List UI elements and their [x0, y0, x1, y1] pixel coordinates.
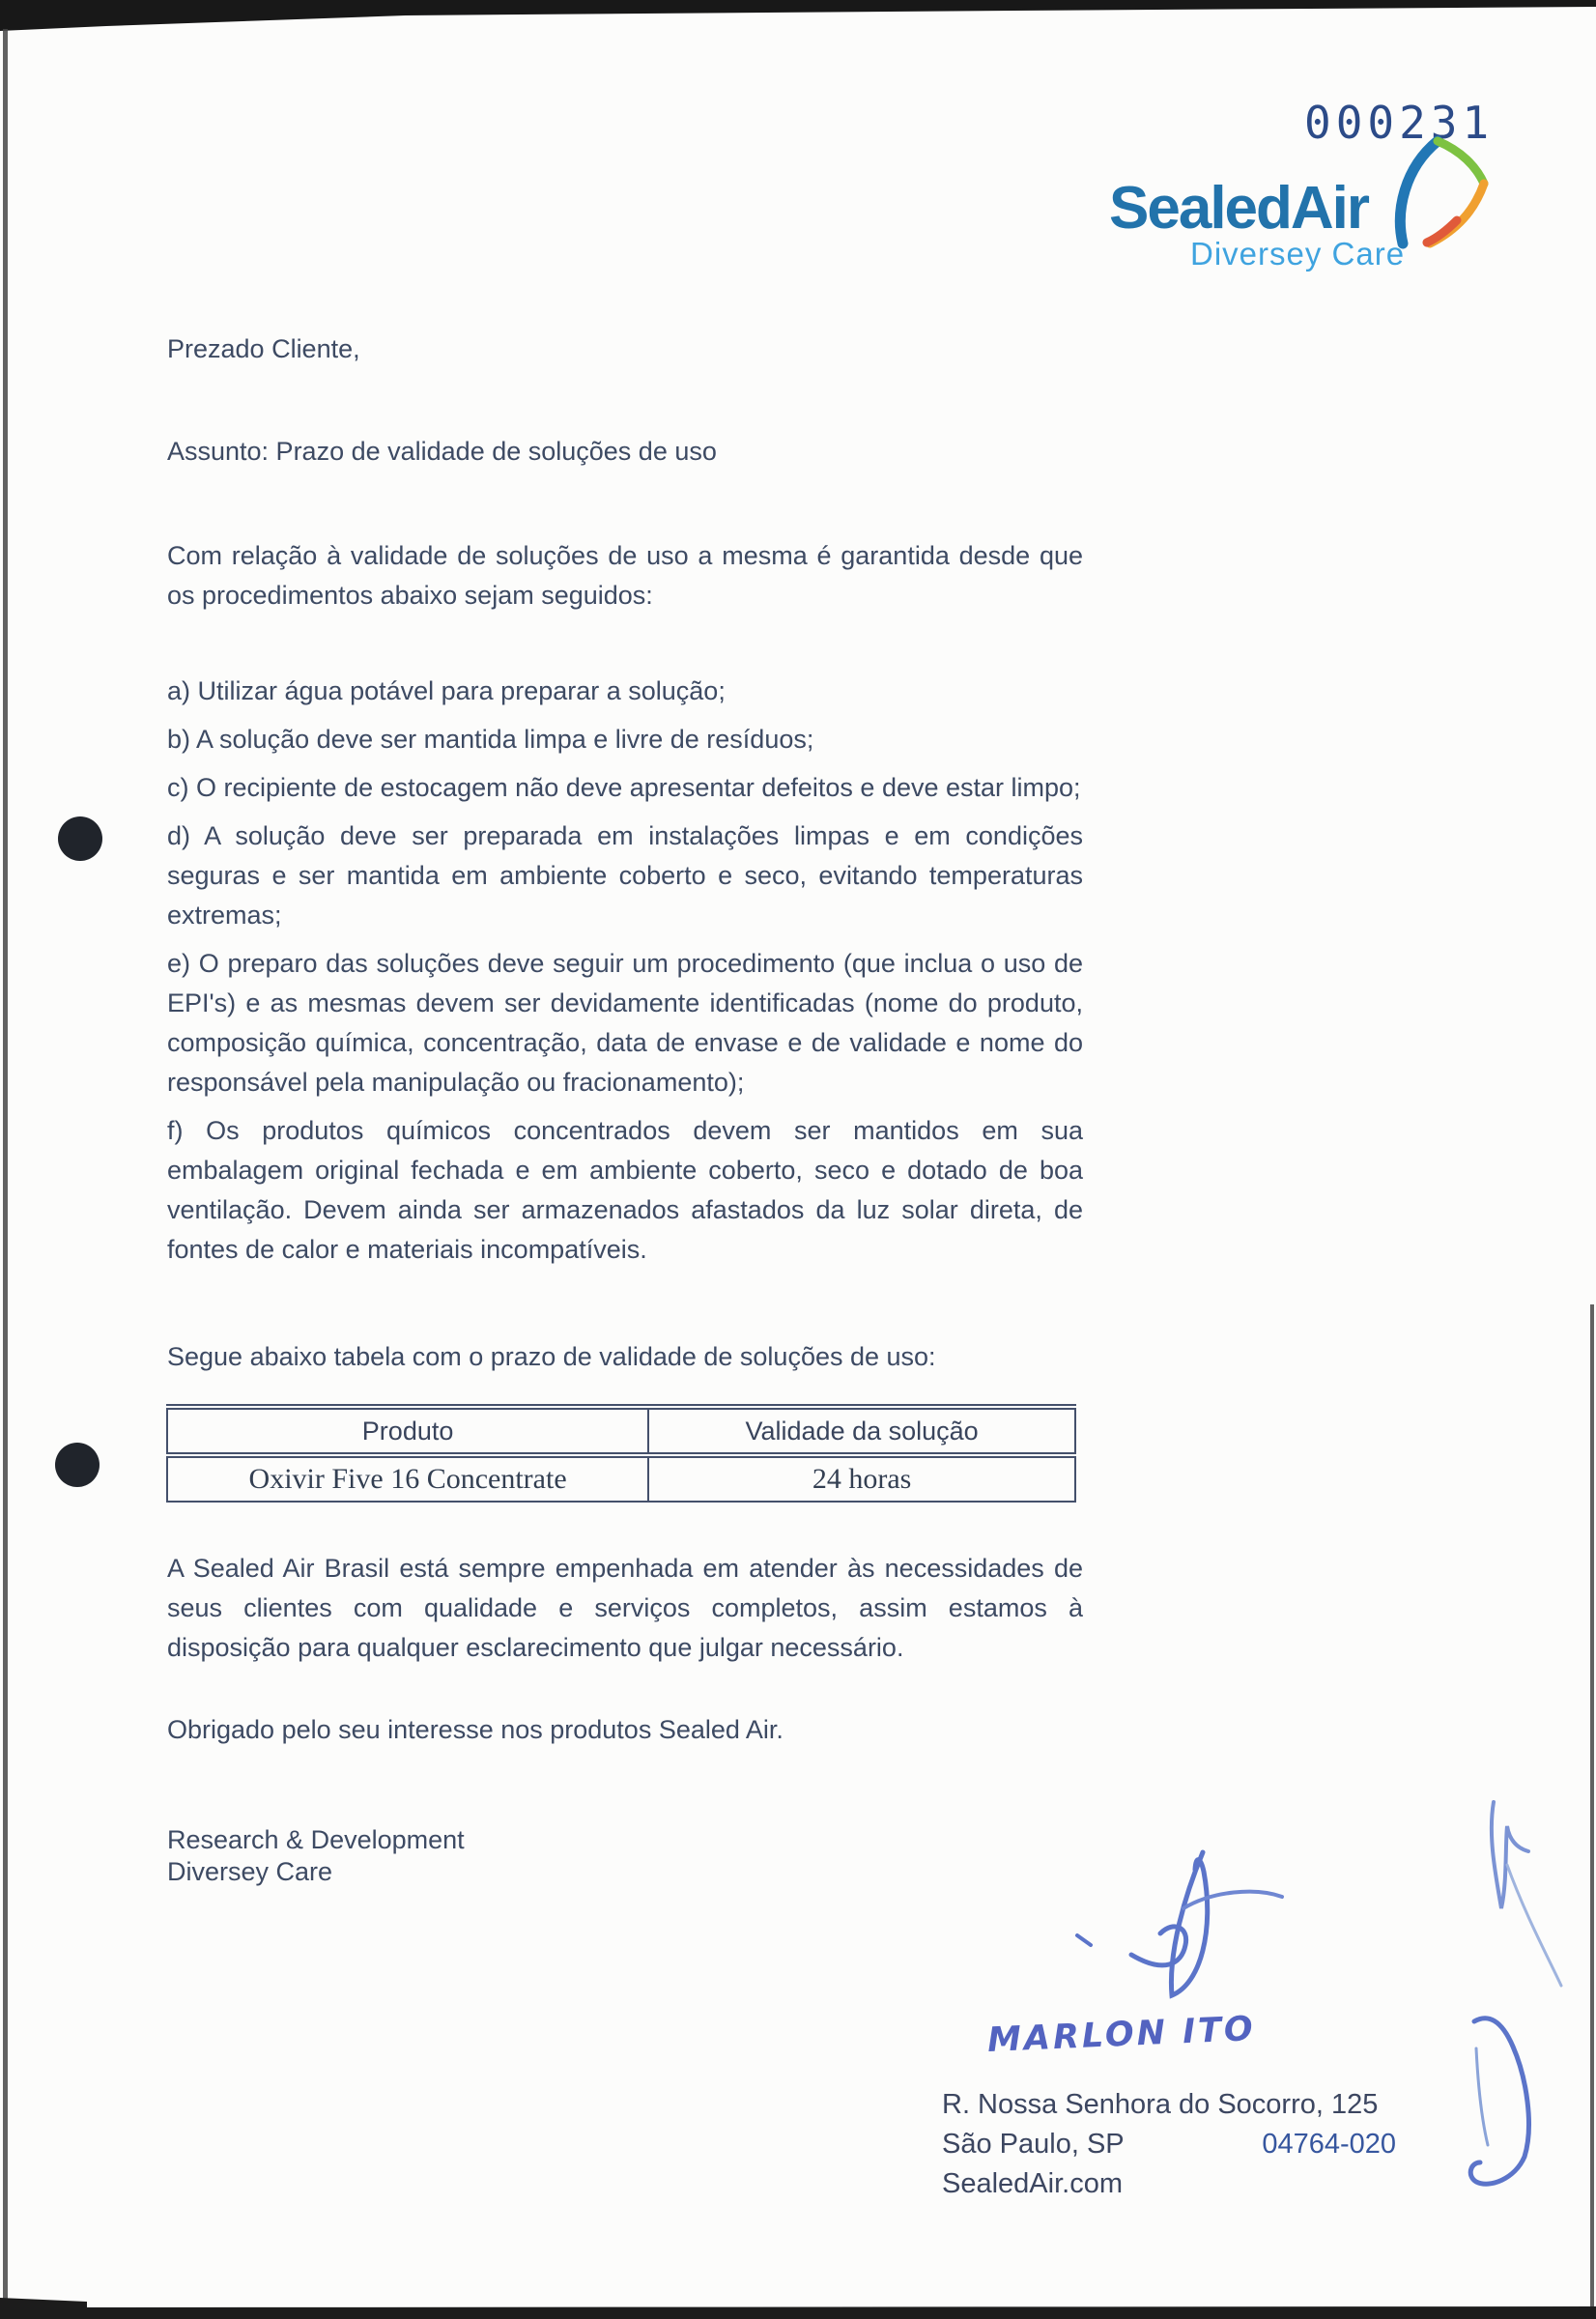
table-cell-validity: 24 horas	[648, 1455, 1075, 1502]
procedure-item-a: a) Utilizar água potável para preparar a solução;	[167, 676, 726, 705]
greeting-text: Prezado Cliente,	[167, 334, 360, 363]
intro-paragraph: Com relação à validade de soluções de uso a mesma é garantida desde que os procedimentos abaixo sejam seguidos:	[167, 541, 1083, 610]
logo-swoosh-icon	[1382, 135, 1496, 249]
procedure-item-f: f) Os produtos químicos concentrados devem ser mantidos em sua embalagem original fechada e em ambiente coberto, seco e dotado de boa ventilação. Devem ainda ser armazenados afastados da luz solar direta, de fontes de calor e materiais incompatíveis.	[167, 1116, 1083, 1264]
bottom-scan-bar	[0, 2296, 1596, 2319]
footer-zip: 04764-020	[1262, 2129, 1396, 2160]
table-cell-product: Oxivir Five 16 Concentrate	[167, 1455, 648, 1502]
signoff-block	[167, 1824, 1083, 1888]
stamp-number: 000231	[1304, 97, 1495, 149]
hole-punch-mark	[55, 1443, 100, 1487]
sealed-air-logo	[1109, 170, 1515, 276]
signoff-division: Diversey Care	[167, 1857, 333, 1886]
table-header-row	[167, 1407, 1075, 1455]
table-intro-text: Segue abaixo tabela com o prazo de validade de soluções de uso:	[167, 1342, 936, 1371]
validity-table	[166, 1404, 1076, 1503]
signoff-team: Research & Development	[167, 1825, 465, 1854]
hole-punch-mark	[58, 816, 102, 861]
thanks-line: Obrigado pelo seu interesse nos produtos Sealed Air.	[167, 1715, 784, 1744]
footer-website: SealedAir.com	[942, 2168, 1123, 2199]
table-header-validade: Validade da solução	[648, 1407, 1075, 1455]
closing-paragraph: A Sealed Air Brasil está sempre empenhada em atender às necessidades de seus clientes com qualidade e serviços completos, assim estamos à disposição para qualquer esclarecimento que julgar necessário.	[167, 1554, 1083, 1662]
pen-stroke-marks	[1447, 1778, 1592, 2203]
procedure-item-c: c) O recipiente de estocagem não deve apresentar defeitos e deve estar limpo;	[167, 773, 1081, 802]
top-scan-bar	[0, 0, 1596, 31]
table-header-produto: Produto	[167, 1407, 648, 1455]
footer-address-line1: R. Nossa Senhora do Socorro, 125	[942, 2089, 1379, 2120]
subject-line: Assunto: Prazo de validade de soluções de uso	[167, 437, 717, 466]
footer-city: São Paulo, SP	[942, 2129, 1125, 2160]
signature-stroke	[1068, 1841, 1290, 2010]
handwritten-name: MARLON ITO	[986, 2009, 1257, 2061]
procedure-list	[167, 672, 1083, 1278]
left-edge-scan-line	[3, 29, 8, 2302]
procedure-item-b: b) A solução deve ser mantida limpa e livre de resíduos;	[167, 725, 814, 754]
procedure-item-d: d) A solução deve ser preparada em instalações limpas e em condições seguras e ser mantida em ambiente coberto e seco, evitando temperaturas extremas;	[167, 821, 1083, 930]
footer-address-block	[942, 2085, 1396, 2204]
logo-subbrand-text: Diversey Care	[1190, 236, 1406, 272]
procedure-item-e: e) O preparo das soluções deve seguir um procedimento (que inclua o uso de EPI's) e as mesmas devem ser devidamente identificadas (nome do produto, composição química, concentração, data de envase e de validade e nome do responsável pela manipulação ou fracionamento);	[167, 949, 1083, 1097]
table-row	[167, 1455, 1075, 1502]
logo-brand-text: SealedAir	[1109, 175, 1369, 242]
